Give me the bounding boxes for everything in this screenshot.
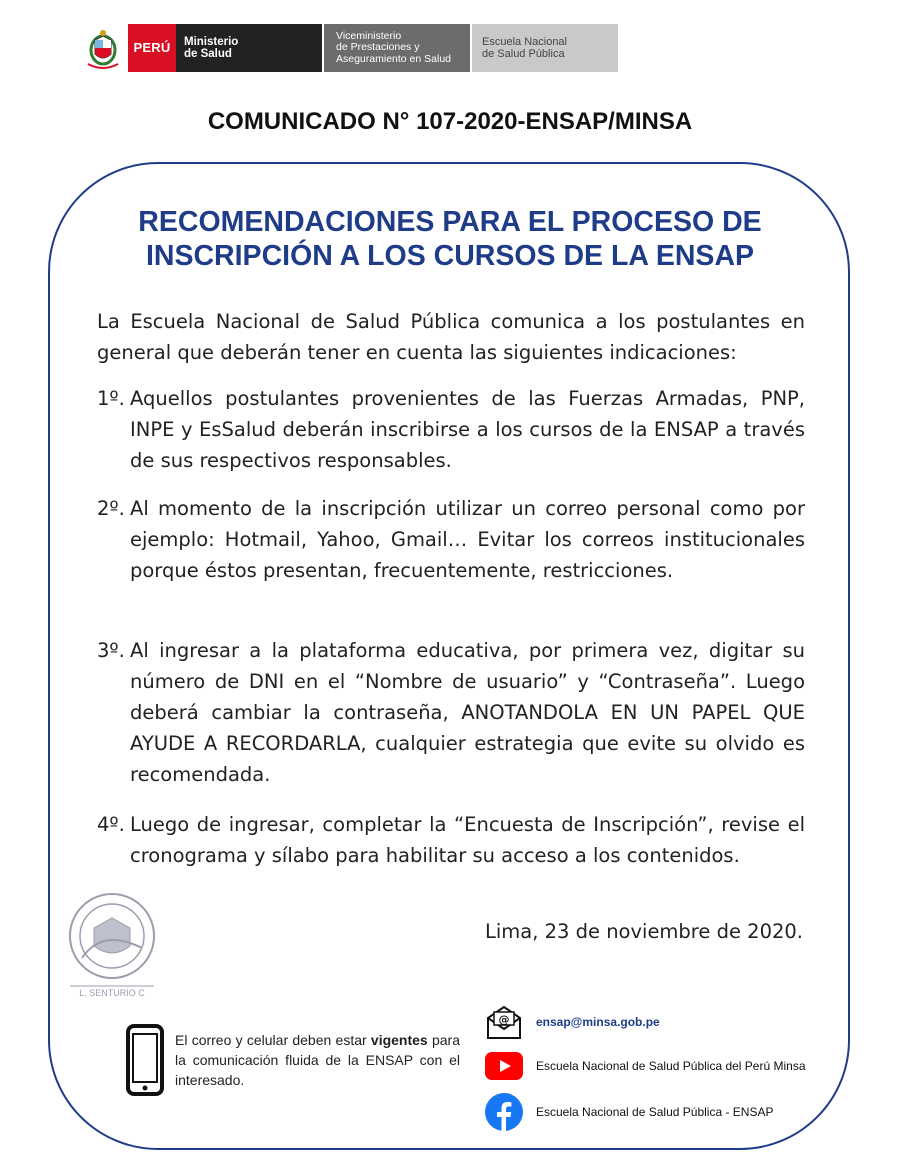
item-text: Luego de ingresar, completar la “Encuesta de Inscripción”, revise el cronograma y sílabo para habilitar su acceso a los contenidos. — [130, 813, 805, 867]
svg-text:@: @ — [498, 1013, 510, 1026]
list-item — [97, 809, 805, 871]
list-item — [97, 635, 805, 790]
youtube-icon — [484, 1046, 524, 1086]
item-number: 1º. — [97, 387, 125, 410]
item-number: 3º. — [97, 639, 125, 662]
peru-coat-of-arms-icon — [82, 24, 124, 72]
list-item — [97, 383, 805, 476]
item-text: Aquellos postulantes provenientes de las Fuerzas Armadas, PNP, INPE y EsSalud deberán inscribirse a los cursos de la ENSAP a través de sus respectivos responsables. — [130, 387, 805, 472]
facebook-text[interactable]: Escuela Nacional de Salud Pública - ENSAP — [536, 1105, 774, 1119]
official-seal-icon — [62, 888, 162, 1000]
facebook-contact[interactable] — [484, 1092, 773, 1132]
title-line-1: RECOMENDACIONES PARA EL PROCESO DE — [138, 206, 762, 238]
email-text[interactable]: ensap@minsa.gob.pe — [536, 1015, 660, 1029]
comunicado-heading: COMUNICADO N° 107-2020-ENSAP/MINSA — [207, 108, 693, 135]
email-contact[interactable] — [484, 1002, 660, 1042]
item-number: 2º. — [97, 497, 125, 520]
viceministerio-label: Viceministerio de Prestaciones y Aseguramiento en Salud — [324, 24, 470, 72]
date-line: Lima, 23 de noviembre de 2020. — [484, 920, 803, 943]
note-bold: vigentes — [370, 1032, 428, 1048]
peru-label: PERÚ — [128, 24, 176, 72]
item-text: Al momento de la inscripción utilizar un correo personal como por ejemplo: Hotmail, Yahoo, Gmail… Evitar los correos institucionales porque éstos presentan, frecuentemente, restricciones. — [130, 497, 805, 582]
title-line-2: INSCRIPCIÓN A LOS CURSOS DE LA ENSAP — [145, 240, 755, 272]
youtube-contact[interactable] — [484, 1046, 806, 1086]
contact-note: El correo y celular deben estar vigentes para la comunicación fluida de la ENSAP con el interesado. — [175, 1032, 461, 1088]
header-bar — [82, 24, 618, 72]
escuela-label: Escuela Nacional de Salud Pública — [472, 24, 618, 72]
item-text: Al ingresar a la plataforma educativa, por primera vez, digitar su número de DNI en el “Nombre de usuario” y “Contraseña”. Luego deberá cambiar la contraseña, ANOTANDOLA EN UN PAPEL QUE AYUDE A RECORDARLA, cualquier estrategia que evite su olvido es recomendada. — [130, 639, 805, 786]
facebook-icon — [484, 1092, 524, 1132]
youtube-text[interactable]: Escuela Nacional de Salud Pública del Perú Minsa — [536, 1059, 806, 1073]
document-title — [60, 205, 840, 273]
email-icon — [484, 1002, 524, 1042]
seal-signature-text: L. SENTURIO C — [79, 988, 145, 998]
list-item — [97, 493, 805, 586]
intro-paragraph: La Escuela Nacional de Salud Pública comunica a los postulantes en general que deberán tener en cuenta las siguientes indicaciones: — [97, 310, 805, 364]
item-number: 4º. — [97, 813, 125, 836]
phone-icon — [126, 1024, 164, 1096]
ministerio-label: Ministerio de Salud — [176, 24, 322, 72]
